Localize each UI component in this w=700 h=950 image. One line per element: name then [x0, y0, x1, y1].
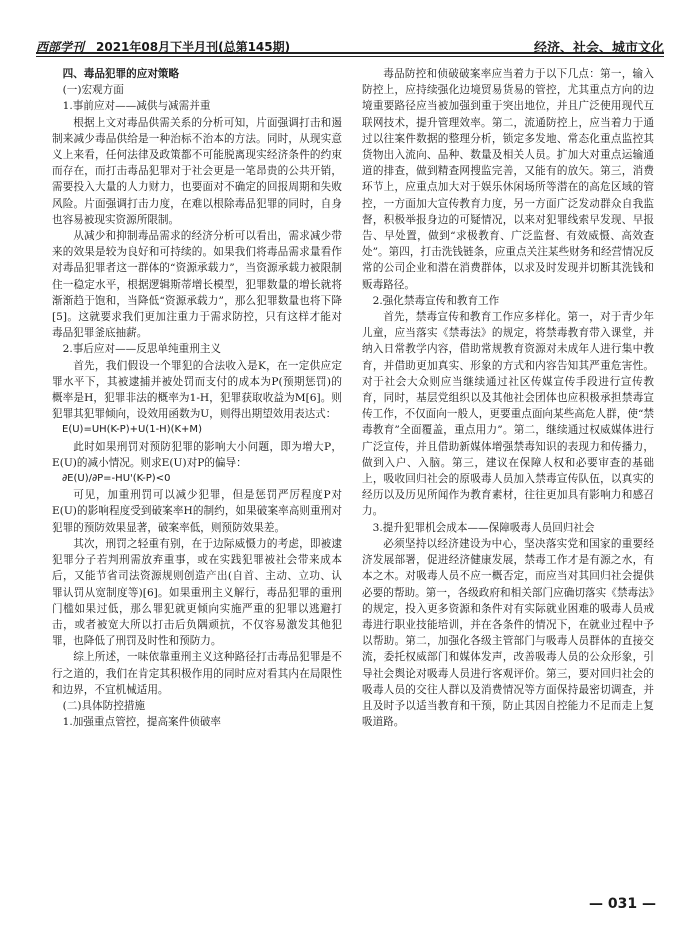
paragraph: 可见，加重刑罚可以减少犯罪，但是惩罚严厉程度P对E(U)的影响程度受到破案率H的制约，如果破案率高则重刑对犯罪的预防效果显著，破案率低，则预防效果差。	[52, 489, 342, 534]
section-heading: 1.事前应对——减供与减需并重	[62, 100, 211, 113]
formula: E(U)=UH(K-P)+U(1-H)(K+M)	[62, 424, 202, 436]
section-heading: 2.事后应对——反思单纯重刑主义	[62, 343, 222, 356]
journal-logo: 西部学刊	[36, 40, 85, 54]
paragraph: 首先，禁毒宣传和教育工作应多样化。第一，对于青少年儿童，应当落实《禁毒法》的规定，将禁毒教育带入课堂，并纳入日常教学内容，借助常规教育资源对未成年人进行集中教育，并借助更加真实、形象的方式和内容告知其严重危害性。对于社会大众则应当继续通过社区传媒宣传手段进行宣传教育，同时，基层党组织以及其他社会团体也应积极承担禁毒宣传工作，不仅面向一般人，更要重点面向某些高危人群，使“禁毒教育”全面覆盖，重点用力”。第二，继续通过权威媒体进行广泛宣传，并且借助新媒体增强禁毒知识的表现力和传播力，做到入户、入脑。第三，建议在保障人权和必要审查的基础上，吸收回归社会的原吸毒人员加入禁毒宣传队伍，以真实的经历以及历见所闻作为教育素材，往往更加具有影响力和感召力。	[362, 311, 654, 518]
right-column	[362, 66, 654, 730]
section-title: 经济、社会、城市文化	[533, 41, 664, 56]
paragraph: 从减少和抑制毒品需求的经济分析可以看出，需求减少带来的效果是较为良好和可持续的。如果我们将毒品需求量看作对毒品犯罪者这一群体的“资源承载力”，当资源承载力被限制住一稳定水平，根据逻辑斯蒂增长模型，犯罪数量的增长就将渐渐趋于饱和，当降低“资源承载力”，那么犯罪数量也将下降[5]。这就要求我们更加注重力于需求防控，只有这样才能对毒品犯罪釜底抽薪。	[52, 230, 342, 340]
section-heading: 3.提升犯罪机会成本——保障吸毒人员回归社会	[372, 521, 595, 534]
paragraph: 其次，刑罚之轻重有别，在于边际威慑力的考虑，即被逮犯罪分子若判刑需放弃重事，或在实践犯罪被社会带来成本后，又能节省司法资源规则创造产出(自首、主动、立功、认罪认罚从宽制度等)[6]。如果重刑主义解行，毒品犯罪的重刑门槛如果过低，那么罪犯就更倾向实施严重的犯罪以逃避打击，或者被宽大所以打击后负隅顽抗，不仅容易激发其他犯罪，也降低了刑罚及时性和预防力。	[52, 537, 342, 648]
section-heading: 2.强化禁毒宣传和教育工作	[372, 294, 500, 307]
paragraph: 必须坚持以经济建设为中心，坚决落实党和国家的重要经济发展部署，促进经济健康发展，禁毒工作才是有源之水，有本之木。对吸毒人员不应一概否定，而应当对其回归社会提供必要的帮助。第一，各级政府和相关部门应确切落实《禁毒法》的规定，投入更多资源和条件对有实际就业困难的吸毒人员戒毒进行职业技能培训，并在各条件的情况下，在就业过程中予以帮助。第二，加强化各级主管部门与吸毒人员群体的直接交流，委托权威部门和媒体发声，改善吸毒人员的公众形象，引导社会舆论对吸毒人员进行客观评价。第三，要对回归社会的吸毒人员的交往人群以及消费情况等方面保持最密切调查，并且及时予以适当教育和干预，防止其因自控能力不足而走上复吸道路。	[362, 537, 654, 729]
paragraph: 此时如果刑罚对预防犯罪的影响大小问题，即为增大P，E(U)的减小情况。则求E(U)对P的偏导：	[52, 440, 342, 469]
header-rule-thin	[36, 56, 664, 57]
page-header	[36, 16, 664, 56]
paragraph: 综上所述，一味依靠重刑主义这种路径打击毒品犯罪是不行之道的，我们在肯定其积极作用的同时应对看其内在局限性和边界，不宜机械适用。	[52, 651, 342, 696]
paragraph: 首先，我们假设一个罪犯的合法收入是K，在一定供应定罪水平下，其被逮捕并被处罚而支付的成本为P(预期惩罚)的概率是H，犯罪非法的概率为1-H，犯罪获取收益为M[6]。则犯罪其犯罪倾向，设效用函数为U，则得出期望效用表达式：	[52, 359, 342, 421]
issue-info: 2021年08月下半月刊(总第145期)	[96, 40, 291, 54]
section-heading: 四、毒品犯罪的应对策略	[62, 68, 180, 80]
left-column	[52, 66, 342, 730]
page-number: — 031 —	[589, 896, 656, 912]
header-rule	[36, 52, 664, 54]
paragraph: 毒品防控和侦破破案率应当着力于以下几点：第一，输入防控上，应持续强化边境贸易货易的管控，尤其重点方向的边境重要路径应当被加强到重于突出地位，并且广泛使用现代互联网技术，提升管理效率。第二，流通防控上，应当着力于通过以往案件数据的整理分析，锁定多发地、常态化重点监控其货物出入流向、品种、数量及相关人员。扩加大对重点运输通道的排查，做到精查网搜监完善，又能有的放矢。第三，消费环节上，应重点加大对于娱乐休闲场所等潜在的高危区域的管控，一方面加大宣传教育力度，另一方面广泛发动群众自我监督，积极举报身边的可疑情况，以来对犯罪线索早发现、早报告、早处置，做到“求极教育、广泛监督、有效威慑、高效查处”。第四，打击洗钱链条，应重点关注某些财务和经营情况反常的公司企业和潜在消费群体，以求及时发现并切断其洗钱和贩毒路径。	[362, 68, 654, 291]
section-heading: 1.加强重点管控，提高案件侦破率	[62, 716, 222, 729]
paragraph: 根据上文对毒品供需关系的分析可知，片面强调打击和遏制来减少毒品供给是一种治标不治本的方法。同时，从现实意义上来看，任何法律及政策都不可能脱离现实经济条件的约束而存在，而打击毒品犯罪对于社会更是一笔昂贵的公共开销，需要投入大量的人力财力，也要面对不确定的回报周期和失败风险。片面强调打击力度，在难以根除毒品犯罪的同时，自身也容易被现实资源所限制。	[52, 116, 342, 226]
formula: ∂E(U)/∂P=-HU'(K-P)<0	[62, 473, 171, 485]
section-heading: (二)具体防控措施	[62, 699, 146, 712]
section-heading: (一)宏观方面	[62, 84, 124, 97]
